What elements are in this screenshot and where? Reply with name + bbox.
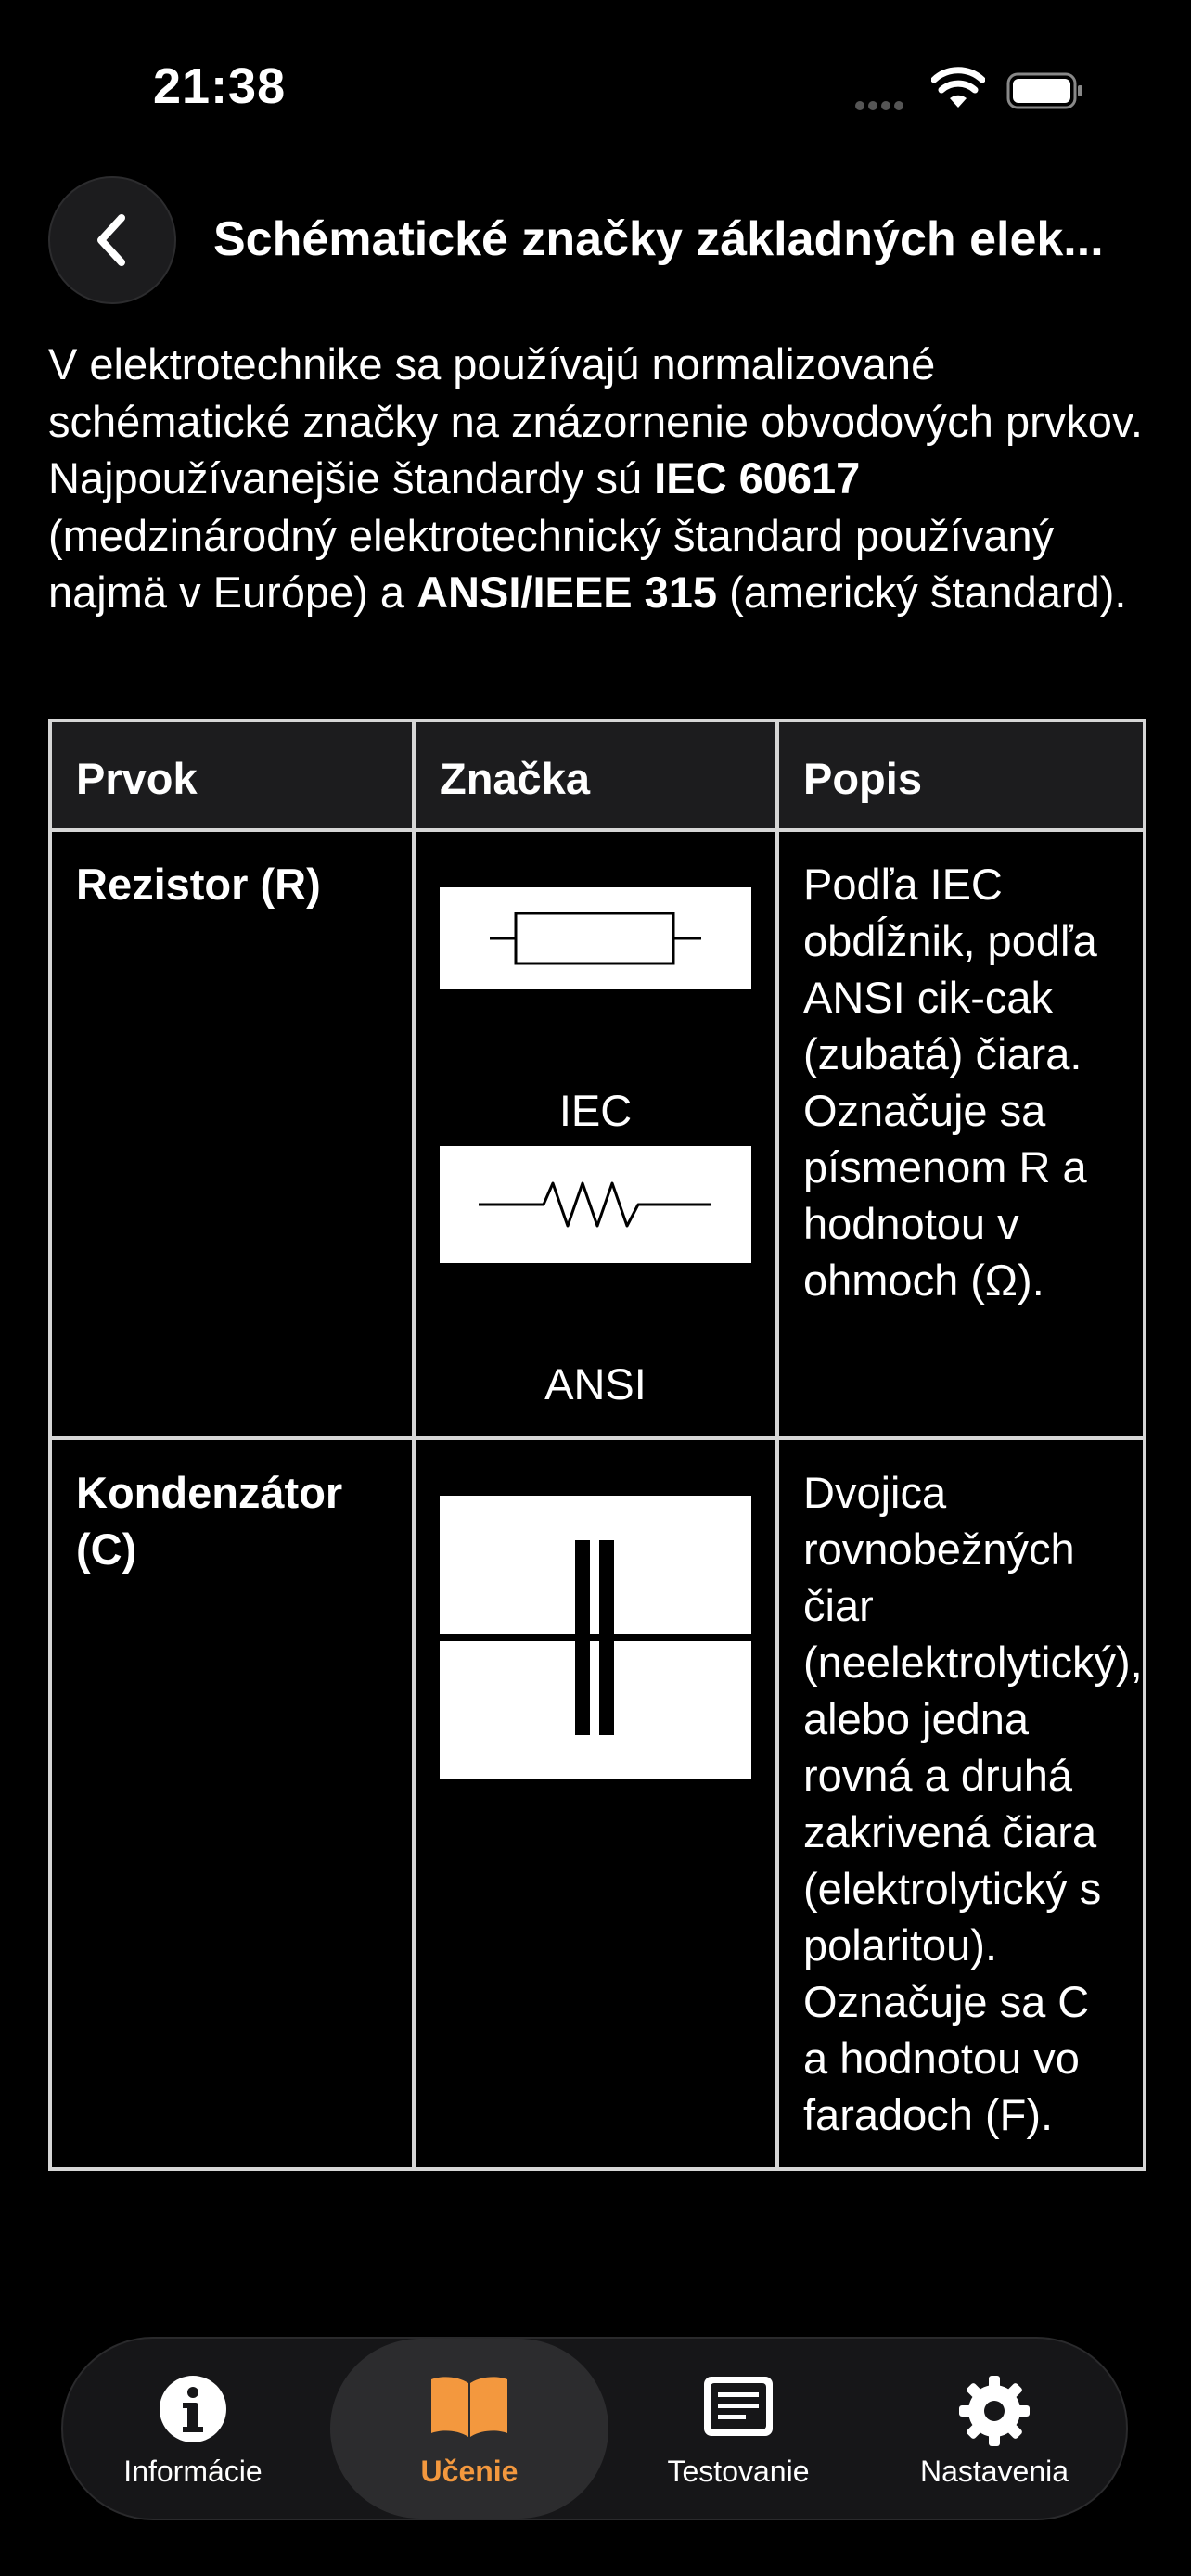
symbols-table [48,719,1146,2171]
wifi-icon [931,67,985,111]
intro-standard-ansi: ANSI/IEEE 315 [416,567,718,617]
element-description: Dvojica rovnobežných čiar (neelektrolytický), alebo jedna rovná a druhá zakrivená čiara (elektrolytický s polaritou). Označuje sa C a hodnotou vo faradoch (F). [803,1468,1143,2139]
symbol-cell [414,830,777,1438]
resistor-ansi-symbol [440,1146,751,1263]
header-description: Popis [777,721,1145,830]
tab-testovanie[interactable] [618,2339,859,2519]
navigation-bar [0,176,1191,338]
tab-label: Informácie [123,2455,263,2488]
symbol-label-ansi: ANSI [544,1359,647,1409]
table-header-row [50,721,1145,830]
intro-text-2: (medzinárodný elektrotechnický štandard používaný najmä v Európe) a [48,510,1055,617]
gear-icon [957,2374,1031,2448]
intro-text-1: V elektrotechnike sa používajú normalizované schématické značky na znázornenie obvodových prvkov. Najpoužívanejšie štandardy sú [48,339,1143,503]
element-description: Podľa IEC obdĺžnik, podľa ANSI cik-cak (zubatá) čiara. Označuje sa písmenom R a hodnotou v ohmoch (Ω). [803,860,1097,1305]
tab-informacie[interactable] [72,2339,314,2519]
status-time: 21:38 [153,58,287,114]
table-row [50,1438,1145,2169]
tab-bar [61,2337,1128,2520]
chevron-left-icon [94,212,131,268]
tab-label: Testovanie [667,2455,810,2488]
header-symbol: Značka [414,721,777,830]
document-icon [701,2374,775,2439]
capacitor-symbol [440,1496,751,1779]
table-row [50,830,1145,1438]
tab-ucenie[interactable] [330,2339,608,2519]
element-name: Rezistor (R) [76,860,321,909]
tab-label: Nastavenia [919,2455,1069,2488]
back-button[interactable] [48,176,176,304]
page-title: Schématické značky základných elek... [213,212,1104,266]
intro-paragraph [48,336,1143,621]
resistor-iec-symbol [440,887,751,989]
cellular-signal-icon [855,98,907,115]
tab-label: Učenie [420,2455,519,2488]
symbol-label-iec: IEC [558,1086,633,1135]
book-icon [428,2374,511,2441]
battery-icon [1006,72,1084,109]
intro-text-3: (americký štandard). [717,567,1127,617]
symbol-cell [414,1438,777,2169]
tab-nastavenia[interactable] [874,2339,1115,2519]
header-element: Prvok [50,721,414,830]
info-icon [158,2374,228,2444]
element-name: Kondenzátor (C) [76,1468,343,1574]
status-bar [0,0,1191,176]
intro-standard-iec: IEC 60617 [654,453,861,503]
